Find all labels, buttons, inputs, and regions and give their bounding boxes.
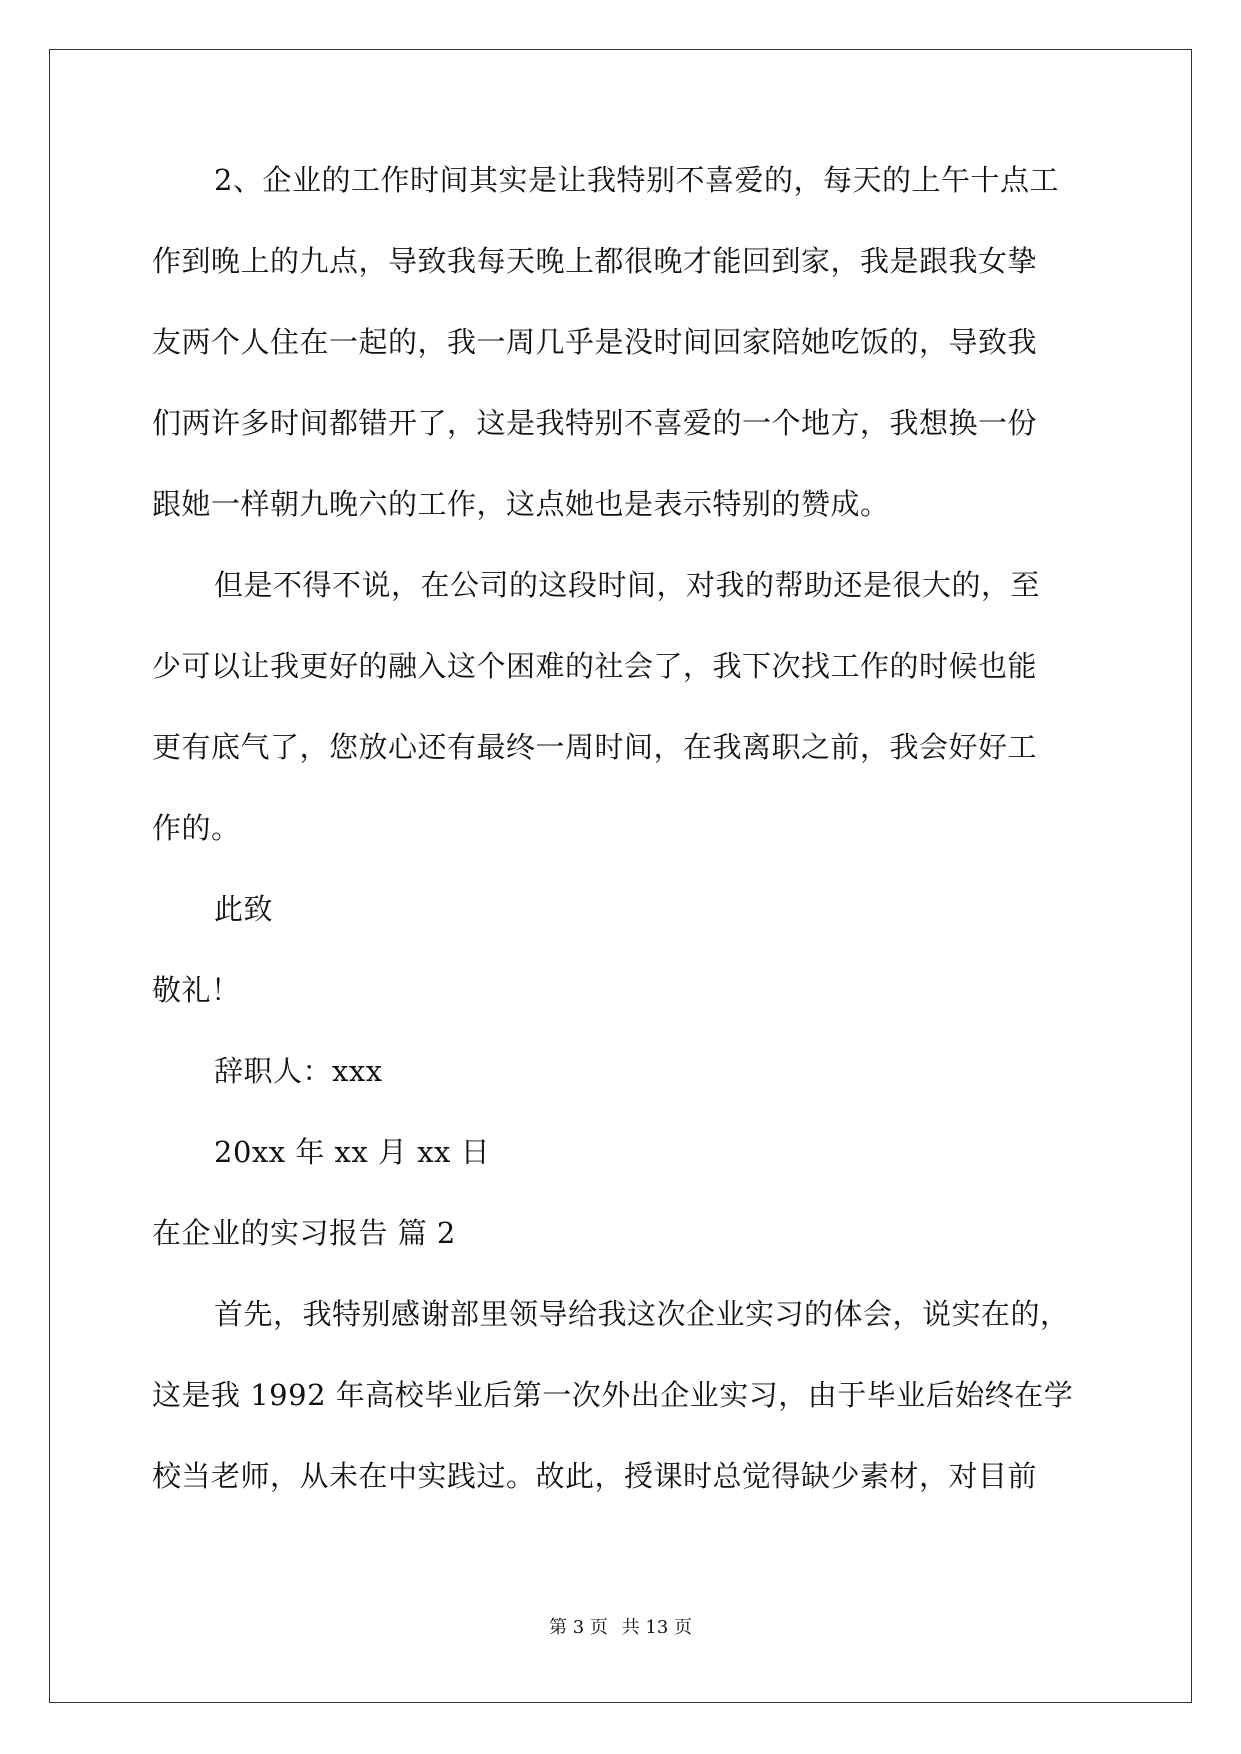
paragraph-line: 作的。: [152, 811, 241, 845]
paragraph-line: 首先，我特别感谢部里领导给我这次企业实习的体会，说实在的，: [214, 1297, 1070, 1331]
paragraph-line: 这是我 1992 年高校毕业后第一次外出企业实习，由于毕业后始终在学: [152, 1378, 1074, 1412]
page-footer: [0, 1616, 1241, 1640]
page-number: 第 3 页: [549, 1617, 608, 1638]
paragraph-line: 跟她一样朝九晚六的工作，这点她也是表示特别的赞成。: [152, 487, 890, 521]
paragraph-line: 作到晚上的九点，导致我每天晚上都很晚才能回到家，我是跟我女挚: [152, 244, 1038, 278]
paragraph-line: 少可以让我更好的融入这个困难的社会了，我下次找工作的时候也能: [152, 649, 1038, 683]
page-total: 共 13 页: [621, 1617, 692, 1638]
section-heading: 在企业的实习报告 篇 2: [152, 1216, 456, 1250]
closing-regards: 敬礼！: [152, 973, 241, 1007]
signature-line: 辞职人：xxx: [214, 1054, 383, 1088]
paragraph-line: 校当老师，从未在中实践过。故此，授课时总觉得缺少素材，对目前: [152, 1459, 1038, 1493]
paragraph-line: 2、企业的工作时间其实是让我特别不喜爱的，每天的上午十点工: [214, 163, 1059, 197]
paragraph-line: 友两个人住在一起的，我一周几乎是没时间回家陪她吃饭的，导致我: [152, 325, 1038, 359]
closing-salutation: 此致: [214, 892, 274, 926]
paragraph-line: 更有底气了，您放心还有最终一周时间，在我离职之前，我会好好工: [152, 730, 1038, 764]
date-line: 20xx 年 xx 月 xx 日: [214, 1135, 491, 1169]
paragraph-line: 但是不得不说，在公司的这段时间，对我的帮助还是很大的，至: [214, 568, 1041, 602]
document-body: [152, 160, 1092, 1537]
paragraph-line: 们两许多时间都错开了，这是我特别不喜爱的一个地方，我想换一份: [152, 406, 1038, 440]
